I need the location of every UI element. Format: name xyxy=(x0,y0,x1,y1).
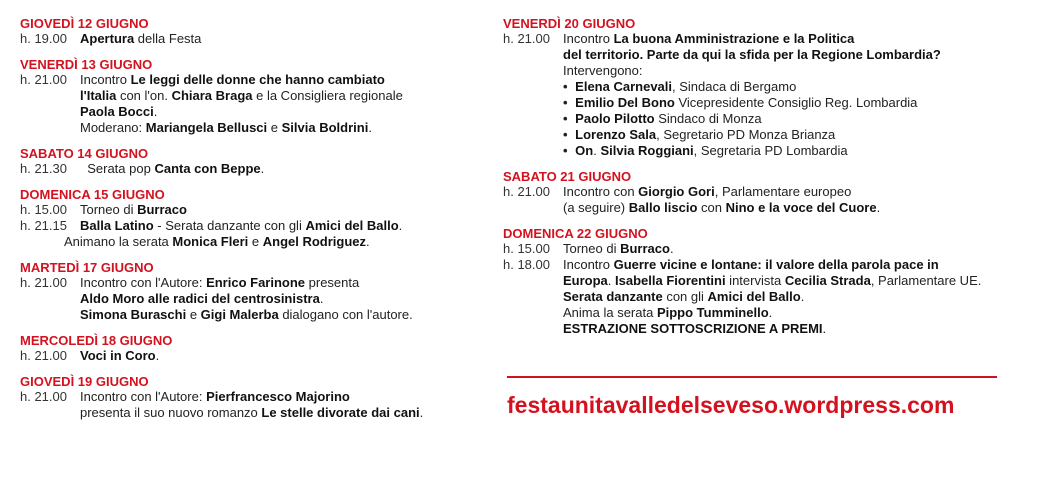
website-url: festaunitavalledelseveso.wordpress.com xyxy=(507,392,955,418)
event-text: con xyxy=(697,200,726,215)
day-block xyxy=(503,226,1043,337)
event-highlight: del territorio. Parte da qui la sfida per la Regione Lombardia? xyxy=(563,47,941,62)
event-text: , Parlamentare europeo xyxy=(714,184,852,199)
event-text: . xyxy=(419,405,424,420)
event-highlight: Isabella Fiorentini xyxy=(615,273,726,288)
event-highlight: Chiara Braga xyxy=(171,88,253,103)
event-description xyxy=(80,161,490,177)
event-highlight: Ballo liscio xyxy=(628,200,698,215)
event-highlight: Apertura xyxy=(80,31,135,46)
event-row xyxy=(20,348,490,364)
event-time: h. 15.00 xyxy=(503,241,550,256)
bullet-icon: • xyxy=(563,95,572,110)
event-highlight: Enrico Farinone xyxy=(206,275,306,290)
event-row xyxy=(20,161,490,177)
day-block xyxy=(20,260,490,323)
event-time: h. 21.00 xyxy=(20,348,67,363)
event-text: Torneo di xyxy=(80,202,138,217)
event-line xyxy=(563,95,1043,111)
event-text: . xyxy=(593,143,601,158)
event-description xyxy=(80,389,490,421)
event-row xyxy=(503,241,1043,257)
event-text: dialogano con l'autore. xyxy=(278,307,413,322)
day-block xyxy=(503,16,1043,159)
day-block xyxy=(20,374,490,421)
event-row xyxy=(503,257,1043,337)
event-line xyxy=(563,143,1043,159)
event-description xyxy=(80,202,490,218)
event-text: con l'on. xyxy=(116,88,172,103)
event-highlight: Amici del Ballo xyxy=(707,289,801,304)
event-highlight: Voci in Coro xyxy=(80,348,156,363)
event-line xyxy=(563,321,1043,337)
event-line xyxy=(80,275,490,291)
event-text: . xyxy=(876,200,881,215)
event-text: (a seguire) xyxy=(563,200,629,215)
day-title: MERCOLEDÌ 18 GIUGNO xyxy=(20,333,173,348)
event-text: . xyxy=(822,321,827,336)
event-line xyxy=(80,31,490,47)
event-line xyxy=(563,200,1043,216)
event-text: . xyxy=(669,241,674,256)
event-highlight: Europa xyxy=(563,273,608,288)
event-text: presenta il suo nuovo romanzo xyxy=(80,405,262,420)
event-time: h. 19.00 xyxy=(20,31,67,46)
day-title: SABATO 21 GIUGNO xyxy=(503,169,632,184)
event-highlight: Cecilia Strada xyxy=(784,273,871,288)
event-highlight: Canta con Beppe xyxy=(154,161,261,176)
event-text: . xyxy=(607,273,616,288)
event-line xyxy=(80,218,490,234)
event-text: e xyxy=(248,234,263,249)
event-highlight: Emilio Del Bono xyxy=(575,95,675,110)
event-highlight: Paola Bocci xyxy=(80,104,154,119)
event-time: h. 21.00 xyxy=(503,184,550,199)
event-highlight: Nino e la voce del Cuore xyxy=(725,200,877,215)
event-text: Moderano: xyxy=(80,120,146,135)
event-line xyxy=(563,127,1043,143)
event-text: , Segretario PD Monza Brianza xyxy=(656,127,836,142)
event-text: . xyxy=(800,289,805,304)
event-description xyxy=(563,257,1043,337)
event-text: . xyxy=(398,218,403,233)
day-block xyxy=(20,333,490,364)
event-line xyxy=(563,257,1043,273)
event-line xyxy=(80,104,490,120)
event-line xyxy=(563,31,1043,47)
event-highlight: Elena Carnevali xyxy=(575,79,672,94)
bullet-icon: • xyxy=(563,79,572,94)
event-description xyxy=(64,218,490,250)
event-line xyxy=(563,63,1043,79)
event-line xyxy=(64,234,490,250)
event-line xyxy=(563,289,1043,305)
day-title: VENERDÌ 13 GIUGNO xyxy=(20,57,153,72)
event-line xyxy=(563,184,1043,200)
event-row xyxy=(20,72,490,136)
bullet-icon: • xyxy=(563,111,572,126)
event-highlight: Serata danzante xyxy=(563,289,663,304)
event-highlight: Gigi Malerba xyxy=(200,307,279,322)
event-text: Incontro xyxy=(563,31,614,46)
event-row xyxy=(503,31,1043,159)
event-text: presenta xyxy=(305,275,360,290)
event-text: intervista xyxy=(725,273,785,288)
event-text: con gli xyxy=(662,289,708,304)
day-block xyxy=(20,16,490,47)
event-line xyxy=(80,307,490,323)
event-time: h. 21.00 xyxy=(503,31,550,46)
event-text: , Sindaca di Bergamo xyxy=(672,79,797,94)
event-highlight: Lorenzo Sala xyxy=(575,127,657,142)
event-highlight: Pippo Tumminello xyxy=(656,305,769,320)
event-highlight: La buona Amministrazione e la Politica xyxy=(613,31,855,46)
day-title: SABATO 14 GIUGNO xyxy=(20,146,149,161)
event-highlight: Burraco xyxy=(137,202,187,217)
event-highlight: Guerre vicine e lontane: il valore della parola pace in xyxy=(613,257,939,272)
day-title: GIOVEDÌ 19 GIUGNO xyxy=(20,374,149,389)
event-text: . xyxy=(366,234,370,249)
event-row xyxy=(503,184,1043,216)
event-highlight: Angel Rodriguez xyxy=(262,234,367,249)
event-text: e xyxy=(186,307,201,322)
event-highlight: Pierfrancesco Majorino xyxy=(206,389,350,404)
event-text: Sindaco di Monza xyxy=(654,111,762,126)
day-title: MARTEDÌ 17 GIUGNO xyxy=(20,260,154,275)
event-description xyxy=(80,275,490,323)
event-text: Vicepresidente Consiglio Reg. Lombardia xyxy=(674,95,918,110)
event-text: Incontro con l'Autore: xyxy=(80,389,207,404)
event-line xyxy=(563,79,1043,95)
event-text: Torneo di xyxy=(563,241,621,256)
event-text: Animano la serata xyxy=(64,234,173,249)
event-line xyxy=(563,47,1043,63)
event-row xyxy=(20,275,490,323)
event-highlight: Le leggi delle donne che hanno cambiato xyxy=(130,72,385,87)
event-description xyxy=(563,241,1043,257)
event-description xyxy=(80,31,490,47)
event-text: . xyxy=(319,291,324,306)
event-highlight: On xyxy=(575,143,594,158)
event-row xyxy=(20,389,490,421)
event-highlight: Giorgio Gori xyxy=(638,184,715,199)
event-line xyxy=(80,202,490,218)
event-description xyxy=(563,184,1043,216)
event-text: Intervengono: xyxy=(563,63,643,78)
event-highlight: Le stelle divorate dai cani xyxy=(261,405,420,420)
event-line xyxy=(80,405,490,421)
day-block xyxy=(20,57,490,136)
event-text: , Segretaria PD Lombardia xyxy=(693,143,848,158)
event-highlight: Silvia Boldrini xyxy=(281,120,369,135)
day-block xyxy=(20,187,490,250)
divider-line xyxy=(507,376,997,378)
event-row xyxy=(20,202,490,218)
event-highlight: Simona Buraschi xyxy=(80,307,187,322)
event-text: Incontro xyxy=(80,72,131,87)
event-line xyxy=(563,241,1043,257)
event-highlight: Mariangela Bellusci xyxy=(145,120,268,135)
event-text: e xyxy=(267,120,282,135)
event-highlight: Burraco xyxy=(620,241,670,256)
event-text: Serata pop xyxy=(80,161,155,176)
event-highlight: Balla Latino xyxy=(80,218,154,233)
event-time: h. 21.00 xyxy=(20,389,67,404)
event-text: Incontro con l'Autore: xyxy=(80,275,207,290)
event-line xyxy=(80,348,490,364)
event-highlight: Paolo Pilotto xyxy=(575,111,655,126)
event-text: - Serata danzante con gli xyxy=(153,218,306,233)
event-highlight: Aldo Moro alle radici del centrosinistra xyxy=(80,291,320,306)
event-line xyxy=(80,161,490,177)
event-text: della Festa xyxy=(134,31,202,46)
event-text: , Parlamentare UE. xyxy=(870,273,982,288)
event-time: h. 21.15 xyxy=(20,218,67,233)
event-line xyxy=(80,72,490,88)
event-description xyxy=(80,72,490,136)
event-text: . xyxy=(155,348,160,363)
bullet-icon: • xyxy=(563,143,572,158)
event-description xyxy=(563,31,1043,159)
day-title: VENERDÌ 20 GIUGNO xyxy=(503,16,636,31)
program-right-column xyxy=(503,16,1043,347)
event-row xyxy=(20,31,490,47)
event-line xyxy=(563,305,1043,321)
event-time: h. 18.00 xyxy=(503,257,550,272)
event-time: h. 21.30 xyxy=(20,161,67,176)
event-row xyxy=(20,218,490,250)
event-time: h. 15.00 xyxy=(20,202,67,217)
event-line xyxy=(80,120,490,136)
event-time: h. 21.00 xyxy=(20,72,67,87)
day-title: DOMENICA 15 GIUGNO xyxy=(20,187,165,202)
event-line xyxy=(80,389,490,405)
event-highlight: l'Italia xyxy=(80,88,117,103)
event-text: Anima la serata xyxy=(563,305,657,320)
event-line xyxy=(80,291,490,307)
event-highlight: ESTRAZIONE SOTTOSCRIZIONE A PREMI xyxy=(563,321,823,336)
day-block xyxy=(503,169,1043,216)
event-line xyxy=(563,111,1043,127)
event-text: e la Consigliera regionale xyxy=(252,88,403,103)
day-title: DOMENICA 22 GIUGNO xyxy=(503,226,648,241)
event-text: . xyxy=(153,104,158,119)
event-text: . xyxy=(368,120,372,135)
event-text: Incontro xyxy=(563,257,614,272)
event-highlight: Amici del Ballo xyxy=(305,218,399,233)
event-highlight: Monica Fleri xyxy=(172,234,249,249)
program-left-column xyxy=(20,16,490,431)
event-highlight: Silvia Roggiani xyxy=(600,143,694,158)
event-line xyxy=(80,88,490,104)
bullet-icon: • xyxy=(563,127,572,142)
event-text: . xyxy=(260,161,265,176)
event-time: h. 21.00 xyxy=(20,275,67,290)
event-line xyxy=(563,273,1043,289)
event-text: Incontro con xyxy=(563,184,639,199)
event-description xyxy=(80,348,490,364)
day-block xyxy=(20,146,490,177)
day-title: GIOVEDÌ 12 GIUGNO xyxy=(20,16,149,31)
event-text: . xyxy=(768,305,773,320)
